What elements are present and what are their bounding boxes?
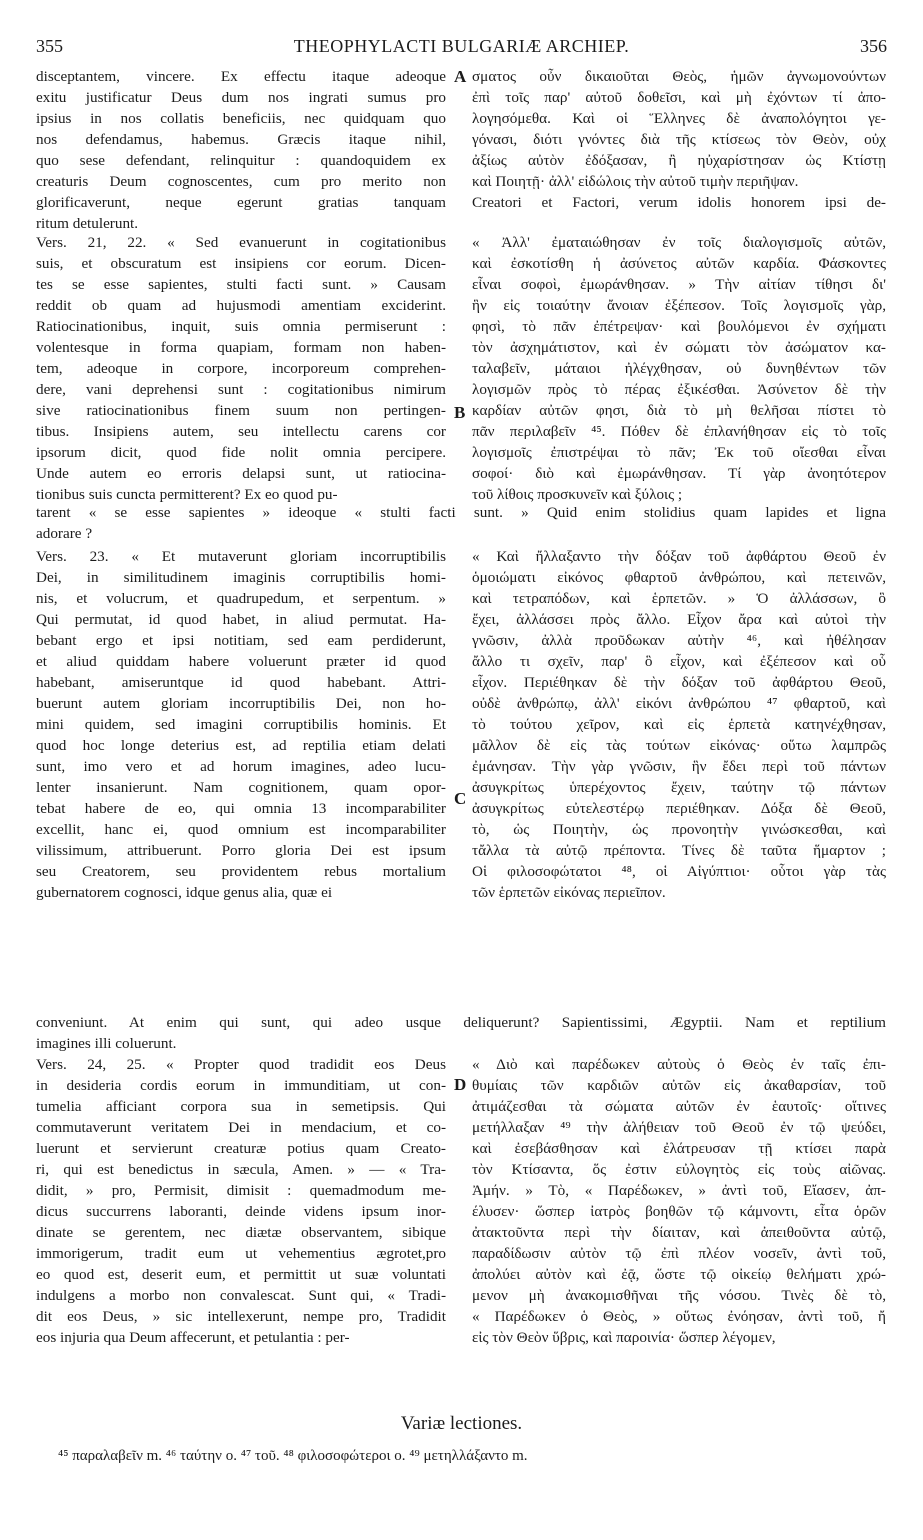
greek-col-line: Οἱ φιλοσοφώτατοι ⁴⁸, οἱ Αἰγύπτιοι· οὗτοι γὰρ τὰς (472, 863, 886, 880)
latin-col-line: reddit ob quam ad hujusmodi amentiam exciderint. (36, 297, 446, 314)
running-title: THEOPHYLACTI BULGARIÆ ARCHIEP. (293, 36, 630, 56)
latin-col-line: dinate se gerentem, nec diætæ observantem, sibique (36, 1224, 446, 1241)
latin-col-line: sive ratiocinationibus finem suum non pertingen- (36, 402, 446, 419)
greek-col-line: λογισμῶν πρὸς τὸ πέρας ἐξικέσθαι. Ἀσύνετον δὲ τὴν (472, 381, 886, 398)
greek-col-line: τὸ, ὡς Ποιητὴν, ὡς προνοητὴν γινώσκεσθαι, καὶ (472, 821, 886, 838)
section-marker-a: A (454, 67, 467, 86)
greek-col-line: λογισμοῖς ἐπιστρέψαι τὸ πᾶν; Ἐκ τοῦ οἴεσθαι εἶναι (472, 444, 886, 461)
latin-col-line: mini quidem, sed imagini corruptibilis hominis. Et (36, 716, 446, 733)
latin-col-line: bebant ergo et ipsi notitiam, sed eam perdiderunt, (36, 632, 446, 649)
greek-col-line: τοῦ λίθοις προσκυνεῖν καὶ ξύλοις ; (472, 486, 683, 503)
latin-col-line: dicus succurrens laboranti, deinde videns ipsum inor- (36, 1203, 446, 1220)
latin-col-line: ipsius in nos collatis beneficiis, nec quidquam quo (36, 110, 446, 127)
latin-col-line: ipsorum dicit, quod fide nolit omnia percipere. (36, 444, 446, 461)
greek-col-line: καὶ ἐσκοτίσθη ἡ ἀσύνετος αὐτῶν καρδία. Φάσκοντες (472, 255, 886, 272)
latin-continuation-line: Creatori et Factori, verum idolis honorem ipsi de- (472, 194, 886, 211)
greek-col-line: « Παρέδωκεν ὁ Θεὸς, » οὕτως ἐνόησαν, ἀντὶ τοῦ, ἤ (472, 1308, 886, 1325)
greek-col-line: καὶ τετραπόδων, καὶ ἑρπετῶν. » Ὁ ἀλλάσσων, ὃ (472, 590, 886, 607)
latin-col-line: Vers. 21, 22. « Sed evanuerunt in cogitationibus (36, 234, 446, 251)
latin-col-line: dere, vani deprehensi sunt : cogitationibus nimirum (36, 381, 446, 398)
greek-col-line: μενον μὴ ἀνακομισθῆναι τῆς νόσου. Τινὲς δὲ τὸ, (472, 1287, 886, 1304)
greek-col-line: ἣν εἰς τοιαύτην ἄνοιαν ἐξέπεσον. Τοῖς λογισμοῖς γὰρ, (472, 297, 886, 314)
greek-col-line: καὶ ἐσεβάσθησαν καὶ ἐλάτρευσαν τῇ κτίσει παρὰ (472, 1140, 886, 1157)
latin-col-line: tumelia afficiant corpora sua in semetipsis. Qui (36, 1098, 446, 1115)
latin-col-line: habebant, amiseruntque id quod habebant. Attri- (36, 674, 446, 691)
variae-lectiones-notes: ⁴⁵ παραλαβεῖν m. ⁴⁶ ταύτην o. ⁴⁷ τοῦ. ⁴⁸ φιλοσοφώτεροι o. ⁴⁹ μετηλλάξαντο m. (58, 1448, 528, 1464)
greek-col-line: « Καὶ ἤλλαξαντο τὴν δόξαν τοῦ ἀφθάρτου Θεοῦ ἐν (472, 548, 886, 565)
greek-col-line: σοφοί· διὸ καὶ ἐμωράνθησαν. Τί γὰρ ἀνοητότερον (472, 465, 886, 482)
latin-col-line: Ratiocinationibus, inquit, suis omnia permiserunt : (36, 318, 446, 335)
full-width-line: imagines illi coluerunt. (36, 1035, 177, 1052)
greek-col-line: ἄλλο τι σχεῖν, παρ' ὃ εἶχον, καὶ ἐξέπεσον καὶ οὗ (472, 653, 886, 670)
greek-col-line: γνῶσιν, ἀλλὰ προῦδωκαν αὐτὴν ⁴⁶, καὶ ἠθέλησαν (472, 632, 886, 649)
latin-col-line: indulgens a morbo non convalescat. Sunt qui, « Tradi- (36, 1287, 446, 1304)
greek-col-line: παραδίδωσιν αὐτὸν τῷ ἐπὶ πλέον νοσεῖν, ἀντὶ τοῦ, (472, 1245, 886, 1262)
section-marker-b: B (454, 403, 466, 422)
section-marker-d: D (454, 1075, 467, 1094)
greek-col-line: μετήλλαξαν ⁴⁹ τὴν ἀλήθειαν τοῦ Θεοῦ ἐν τῷ ψεύδει, (472, 1119, 886, 1136)
greek-col-line: τὸν ἀσχημάτιστον, καὶ ἐν σώματι τὸν ἀσώματον κα- (472, 339, 886, 356)
variae-lectiones-heading: Variæ lectiones. (400, 1413, 523, 1434)
latin-col-line: nis, et volucrum, et quadrupedum, et serpentum. » (36, 590, 446, 607)
greek-col-line: τὸν Κτίσαντα, ὅς ἐστιν εὐλογητὸς εἰς τοὺς αἰῶνας. (472, 1161, 886, 1178)
latin-col-line: Dei, in similitudinem imaginis corruptibilis homi- (36, 569, 446, 586)
greek-col-line: ἐπὶ τοῖς παρ' αὐτοῦ δοθεῖσι, καὶ μὴ ἐχόντων τί ἀπο- (472, 89, 886, 106)
latin-col-line: disceptantem, vincere. Ex effectu itaque adeoque (36, 68, 446, 85)
latin-col-line: tibus. Insipiens autem, seu intellectu carens cor (36, 423, 446, 440)
latin-col-line: gubernatorem cognosci, idque genus alia, quæ ei (36, 884, 333, 901)
greek-col-line: ἀτιμάζεσθαι τὰ σώματα αὐτῶν ἐν ἑαυτοῖς· οἵτινες (472, 1098, 886, 1115)
greek-col-line: φησὶ, τὸ πᾶν ἐπέτρεψαν· καὶ βουλόμενοι ἐν σχήματι (472, 318, 886, 335)
full-width-line: tarent « se esse sapientes » ideoque « stulti facti sunt. » Quid enim stolidius quam lapides et ligna (36, 504, 886, 521)
latin-col-line: eo quod est, deserit eum, et permittit ut suæ voluntati (36, 1266, 446, 1283)
greek-col-line: οὐδὲ ἀνθρώπῳ, ἀλλ' εἰκόνι ἀνθρώπου ⁴⁷ φθαρτοῦ, καὶ (472, 695, 886, 712)
greek-col-line: εἶχον. Περιέθηκαν δὲ τὴν δόξαν τοῦ ἀφθάρτου Θεοῦ, (472, 674, 886, 691)
greek-col-line: ἀτακτοῦντα περὶ τὴν δίαιταν, καὶ ἀπειθοῦντα αὐτῷ, (472, 1224, 886, 1241)
greek-col-line: ἀπολύει αὐτὸν καὶ ἐᾷ, ὥστε τῷ οἰκείῳ θελήματι χρώ- (472, 1266, 886, 1283)
greek-col-line: έλυσεν· ὥσπερ ἰατρὸς βοηθῶν τῷ κάμνοντι, εἶτα ὁρῶν (472, 1203, 886, 1220)
greek-col-line: « Διὸ καὶ παρέδωκεν αὐτοὺς ὁ Θεὸς ἐν ταῖς ἐπι- (472, 1056, 886, 1073)
greek-col-line: μᾶλλον δὲ εἰς τὰς τούτων εἰκόνας· οὕτω λαμπρῶς (472, 737, 886, 754)
latin-col-line: dit eos Deus, » sic intellexerunt, nempe pro, Tradidit (36, 1308, 446, 1325)
latin-col-line: quod hoc longe deterius est, ad reptilia etiam delati (36, 737, 446, 754)
latin-col-line: volentesque in forma quapiam, formam non haben- (36, 339, 446, 356)
latin-col-line: immorigerum, tradit eum ut vehementius ægrotet,pro (36, 1245, 446, 1262)
greek-col-line: τἄλλα τὰ αὐτῷ πρέποντα. Τίνες δὲ ταῦτα ἥμαρτον ; (472, 842, 886, 859)
greek-col-line: ἀσυγκρίτως ὑπερέχοντος ἔχειν, ταύτην τῷ πάντων (472, 779, 886, 796)
page-number-right: 356 (860, 36, 887, 56)
latin-col-line: Vers. 23. « Et mutaverunt gloriam incorruptibilis (36, 548, 446, 565)
greek-col-line: γόνασι, διότι γνόντες διὰ τῆς κτίσεως τὸν Θεὸν, οὐχ (472, 131, 886, 148)
greek-col-line: ἀσυγκρίτως εὐτελεστέρῳ περιέθηκαν. Δόξα δὲ Θεοῦ, (472, 800, 886, 817)
latin-col-line: luerunt et servierunt creaturæ potius quam Creato- (36, 1140, 446, 1157)
greek-col-line: ἐμάνησαν. Τὴν γὰρ γνῶσιν, ἣν ἔδει περὶ τοῦ πάντων (472, 758, 886, 775)
greek-col-line: ταλαβεῖν, μάταιοι ἠλέγχθησαν, οὐ δυνηθέντων τῶν (472, 360, 886, 377)
greek-col-line: λογησόμεθα. Καὶ οἱ Ἕλληνες δὲ ἀναπολόγητοι γε- (472, 110, 886, 127)
latin-col-line: et aliud quiddam habere voluerunt præter id quod (36, 653, 446, 670)
latin-col-line: commutaverunt veritatem Dei in mendacium, et co- (36, 1119, 446, 1136)
greek-col-line: καρδίαν αὐτῶν φησι, διὰ τὸ μὴ θελῆσαι πίστει τὸ (472, 402, 886, 419)
latin-col-line: glorificaverunt, neque egerunt gratias tanquam (36, 194, 446, 211)
latin-col-line: seu Creatorem, seu providentem rebus mortalium (36, 863, 446, 880)
greek-col-line: καὶ Ποιητῇ· ἀλλ' εἰδώλοις τὴν αὐτοῦ τιμὴν περιῆψαν. (472, 173, 799, 190)
greek-col-line: θυμίαις τῶν καρδιῶν αὐτῶν εἰς ἀκαθαρσίαν, τοῦ (472, 1077, 886, 1094)
latin-col-line: in desideria cordis eorum in immunditiam, ut con- (36, 1077, 446, 1094)
greek-col-line: « Ἀλλ' ἐματαιώθησαν ἐν τοῖς διαλογισμοῖς αὐτῶν, (472, 234, 886, 251)
latin-col-line: tes se esse sapientes, stulti facti sunt. » Causam (36, 276, 446, 293)
latin-col-line: sunt, imo vero et ad horum imagines, adeo lucu- (36, 758, 446, 775)
latin-col-line: quo sese defendant, relinquitur : quandoquidem ex (36, 152, 446, 169)
greek-col-line: τὸ τούτου χεῖρον, καὶ εἰς ἑρπετὰ κατηνέχθησαν, (472, 716, 886, 733)
greek-col-line: εἶναι σοφοὶ, ἐμωράνθησαν. » Τὴν αἰτίαν τίθησι δι' (472, 276, 886, 293)
latin-col-line: tem, adeoque in corpore, incorporeum comprehen- (36, 360, 446, 377)
latin-col-line: tionibus suis cuncta permitterent? Ex eo quod pu- (36, 486, 338, 503)
greek-col-line: πᾶν περιλαβεῖν ⁴⁵. Πόθεν δὲ ἐπλανήθησαν εἰς τὸ τοῖς (472, 423, 886, 440)
latin-col-line: nos defendamus, habemus. Græcis itaque nihil, (36, 131, 446, 148)
greek-col-line: ἔχει, ἀλλάσσει πρὸς ἄλλο. Εἶχον ἄρα καὶ αὐτοὶ τὴν (472, 611, 886, 628)
greek-col-line: ὁμοιώματι εἰκόνος φθαρτοῦ ἀνθρώπου, καὶ πετεινῶν, (472, 569, 886, 586)
latin-col-line: buerunt autem gloriam incorruptibilis Dei, non ho- (36, 695, 446, 712)
latin-col-line: vilissimum, attribuerunt. Porro gloria Dei est ipsum (36, 842, 446, 859)
greek-col-line: ἀξίως αὐτὸν ἐδόξασαν, ἢ ηὐχαρίστησαν ὡς Κτίστῃ (472, 152, 886, 169)
latin-col-line: ri, qui est benedictus in sæcula, Amen. » — « Tra- (36, 1161, 446, 1178)
full-width-line: adorare ? (36, 525, 93, 542)
greek-col-line: εἰς τὸν Θεὸν ὕβρις, καὶ παροινία· ὥσπερ λέγομεν, (472, 1329, 776, 1346)
latin-col-line: lenter insanierunt. Nam cognitionem, quam opor- (36, 779, 446, 796)
latin-col-line: exitu justificatur Deus dum nos ingrati sumus pro (36, 89, 446, 106)
latin-col-line: creaturis Deum cognoscentes, cum pro merito non (36, 173, 446, 190)
greek-col-line: Ἀμήν. » Τὸ, « Παρέδωκεν, » ἀντὶ τοῦ, Εἴασεν, ἀπ- (472, 1182, 886, 1199)
latin-col-line: Qui permutat, id quod habet, in aliud permutat. Ha- (36, 611, 446, 628)
full-width-line: conveniunt. At enim qui sunt, qui adeo usque deliquerunt? Sapientissimi, Ægyptii. Nam et reptilium (36, 1014, 886, 1031)
latin-col-line: eos injuria qua Deum affecerunt, et petulantia : per- (36, 1329, 350, 1346)
latin-col-line: Vers. 24, 25. « Propter quod tradidit eos Deus (36, 1056, 446, 1073)
latin-col-line: didit, » pro, Permisit, dimisit : quemadmodum me- (36, 1182, 446, 1199)
page-number-left: 355 (36, 36, 63, 56)
latin-col-line: ritum detulerunt. (36, 215, 139, 232)
latin-col-line: excellit, hanc ei, quod omnium est incomparabiliter (36, 821, 446, 838)
greek-col-line: τῶν ἑρπετῶν εἰκόνας περιεῖπον. (472, 884, 666, 901)
latin-col-line: Unde autem eo erroris delapsi sunt, ut ratiocina- (36, 465, 446, 482)
latin-col-line: suis, et obscuratum est insipiens cor eorum. Dicen- (36, 255, 446, 272)
latin-col-line: tebat habere de eo, qui omnia 13 incomparabiliter (36, 800, 446, 817)
section-marker-c: C (454, 789, 467, 808)
greek-col-line: σματος οὖν δικαιοῦται Θεὸς, ἡμῶν ἀγνωμονούντων (472, 68, 886, 85)
